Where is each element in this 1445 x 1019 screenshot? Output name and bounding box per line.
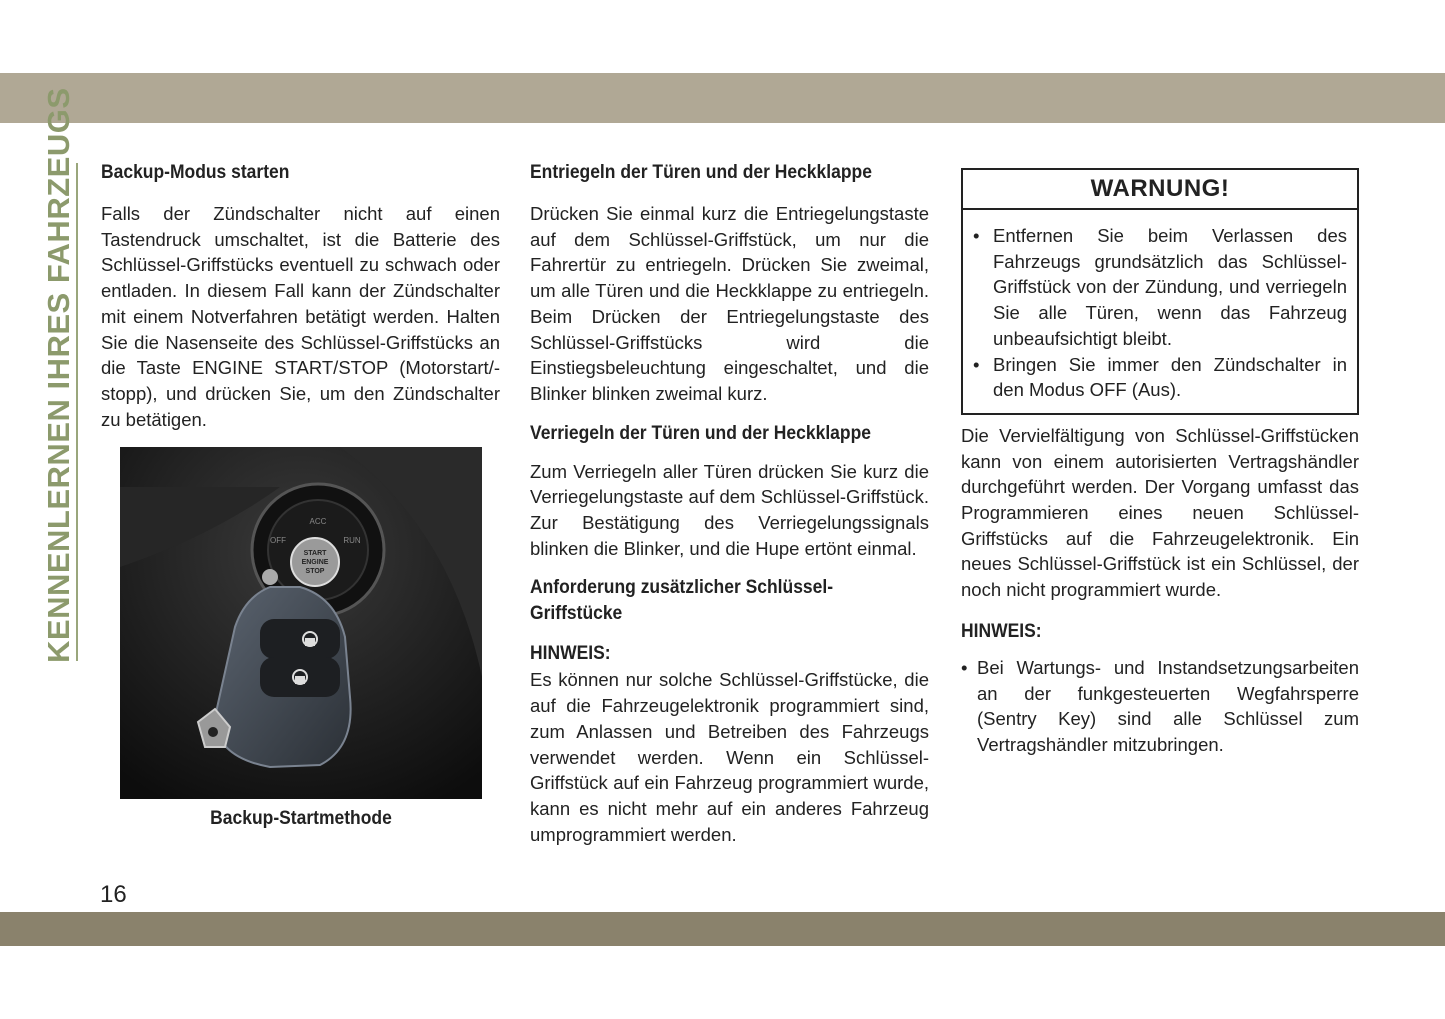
warning-title: WARNUNG! xyxy=(963,170,1357,210)
paragraph-key-copy: Die Vervielfältigung von Schlüssel-Griffstücken kann von einem autorisierten Vertragshändler durchgeführt werden. Der Vorgang umfasst das Programmieren eines neuen Schlüssel-Griffstücks auf die Fahrzeugelektronik. Ein neues Schlüssel-Griffstück ist ein Schlüssel, der noch nicht programmiert wurde. xyxy=(961,424,1359,601)
ignition-label-acc: ACC xyxy=(309,517,327,526)
note-text-col2: Es können nur solche Schlüssel-Griffstücke, die auf die Fahrzeugelektronik programmiert sind, zum Anlassen und Betreiben des Fahrzeugs verwendet werden. Wenn ein Schlüssel-Griffstück auf ein Fahrzeug programmiert wurde, kann es nicht mehr auf ein anderes Fahrzeug umprogrammiert werden. xyxy=(530,669,929,845)
column-3 xyxy=(961,168,1359,758)
bullet-icon: • xyxy=(961,656,968,678)
heading-request-keys: Anforderung zusätzlicher Schlüssel-Griffstücke xyxy=(530,577,834,625)
paragraph-lock: Zum Verriegeln aller Türen drücken Sie kurz die Verriegelungstaste auf dem Schlüssel-Griffstück. Zur Bestätigung des Verriegelungssignals blinken die Blinker, und die Hupe ertönt einmal. xyxy=(530,460,929,559)
paragraph-backup-mode: Falls der Zündschalter nicht auf einen Tastendruck umschaltet, ist die Batterie des Schlüssel-Griffstücks eventuell zu schwach oder entladen. In diesem Fall kann der Zündschalter mit einem Notverfahren betätigt werden. Halten Sie die Nasenseite des Schlüssel-Griffstücks an die Taste ENGINE START/STOP (Motorstart/-stopp), und drücken Sie, um den Zündschalter zu betätigen. xyxy=(101,203,500,430)
warning-item-text: Bringen Sie immer den Zündschalter in den Modus OFF (Aus). xyxy=(993,353,1347,401)
engine-button-line-1: START xyxy=(303,550,327,557)
header-band xyxy=(0,73,1445,123)
warning-item-text: Entfernen Sie beim Verlassen des Fahrzeugs grundsätzlich das Schlüssel-Griffstück von der Zündung, und verriegeln Sie alle Türen, wenn das Fahrzeug unbeaufsichtigt bleibt. xyxy=(993,225,1347,349)
ignition-label-off: OFF xyxy=(270,536,286,545)
engine-button-line-2: ENGINE xyxy=(301,559,329,566)
photo-caption: Backup-Startmethode xyxy=(210,808,392,829)
photo-caption-wrap xyxy=(120,808,482,830)
ignition-label-run: RUN xyxy=(343,536,361,545)
warning-box xyxy=(961,168,1359,415)
heading-backup-mode: Backup-Modus starten xyxy=(101,162,290,183)
note-item xyxy=(961,655,1359,758)
column-1 xyxy=(101,160,500,432)
section-side-title-text: KENNENLERNEN IHRES FAHRZEUGS xyxy=(41,87,76,663)
bullet-icon: • xyxy=(973,353,980,375)
footer-band xyxy=(0,912,1445,946)
section-side-title xyxy=(36,87,78,663)
heading-lock: Verriegeln der Türen und der Heckklappe xyxy=(530,422,871,444)
paragraph-unlock: Drücken Sie einmal kurz die Entriegelungstaste auf dem Schlüssel-Griffstück, um nur die Fahrertür zu entriegeln. Drücken Sie zweimal, um alle Türen und die Heckklappe zu entriegeln. Beim Drücken der Entriegelungstaste des Schlüssel-Griffstücks wird die Einstiegsbeleuchtung eingeschaltet, und die Blinker blinken zweimal kurz. xyxy=(530,203,929,404)
bullet-icon: • xyxy=(973,225,980,246)
heading-unlock: Entriegeln der Türen und der Heckklappe xyxy=(530,162,872,183)
column-2 xyxy=(530,160,929,847)
note-item-text: Bei Wartungs- und Instandsetzungsarbeiten an der funkgesteuerten Wegfahrsperre (Sentry Key) sind alle Schlüssel zum Vertragshändler mitzubringen. xyxy=(977,656,1359,755)
warning-body xyxy=(963,210,1357,413)
warning-item xyxy=(973,352,1347,403)
side-divider xyxy=(76,163,78,661)
page-number: 16 xyxy=(100,881,127,908)
note-label-col3: HINWEIS: xyxy=(961,620,1042,642)
note-label-col2: HINWEIS: xyxy=(530,643,611,665)
engine-button-line-3: STOP xyxy=(305,568,325,575)
warning-item xyxy=(973,223,1347,352)
backup-start-photo xyxy=(120,447,482,799)
ignition-key-illustration xyxy=(120,447,482,799)
